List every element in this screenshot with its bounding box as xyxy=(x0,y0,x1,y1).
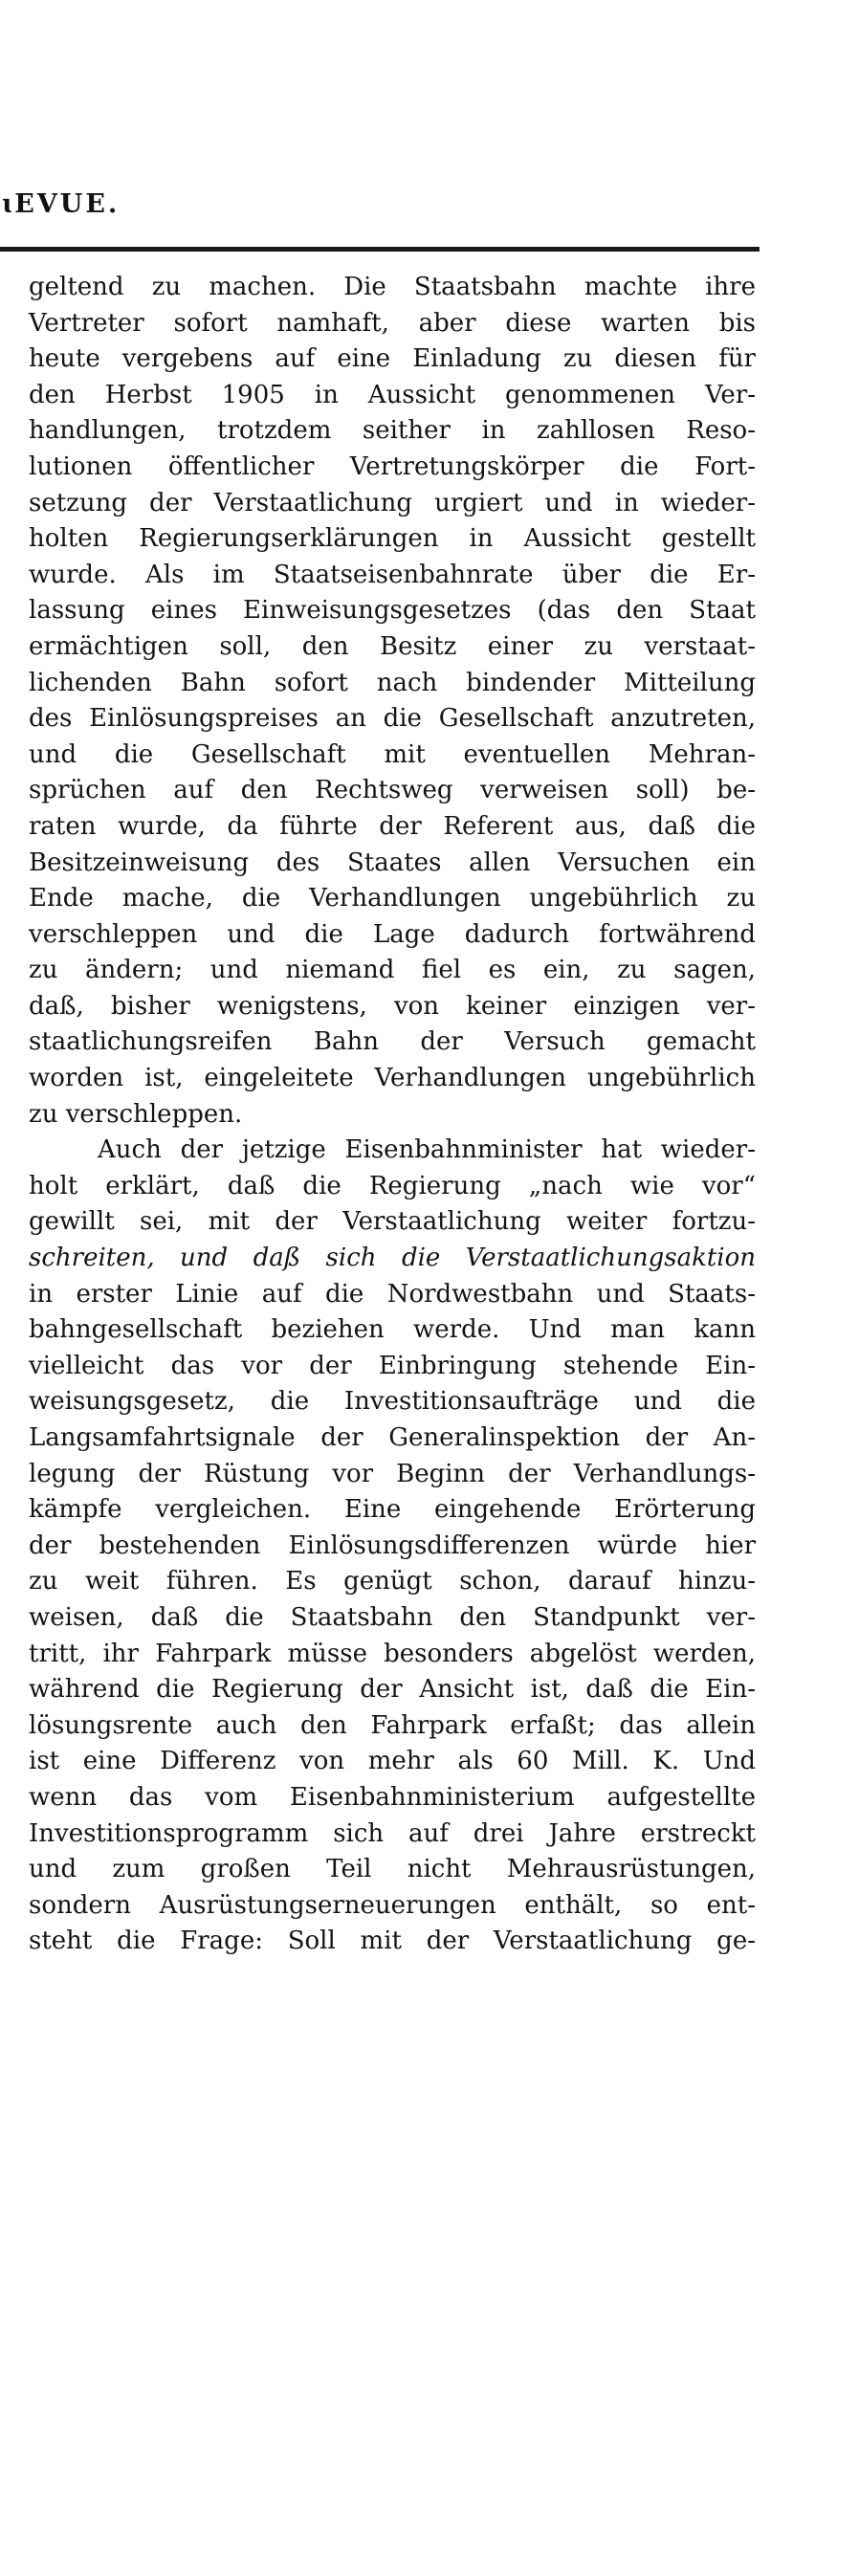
text-line: kämpfe vergleichen. Eine eingehende Erörterung xyxy=(29,1495,756,1525)
running-header: ɩEVUE. xyxy=(2,189,121,219)
text-line: gewillt sei, mit der Verstaatlichung weiter fortzu- xyxy=(29,1207,756,1237)
italic-text: schreiten, und daß sich die Verstaatlichungsaktion xyxy=(29,1244,756,1273)
text-line: lösungsrente auch den Fahrpark erfaßt; das allein xyxy=(29,1710,756,1740)
text-line: handlungen, trotzdem seither in zahllosen Reso- xyxy=(29,416,756,446)
text-line: Vertreter sofort namhaft, aber diese warten bis xyxy=(29,308,756,338)
text-line: ist eine Differenz von mehr als 60 Mill. K. Und xyxy=(29,1747,756,1776)
text-line: und zum großen Teil nicht Mehrausrüstungen, xyxy=(29,1855,756,1884)
text-line: raten wurde, da führte der Referent aus, daß die xyxy=(29,811,756,841)
text-line: lassung eines Einweisungsgesetzes (das den Staat xyxy=(29,596,756,626)
text-line: während die Regierung der Ansicht ist, daß die Ein- xyxy=(29,1675,756,1705)
text-line: den Herbst 1905 in Aussicht genommenen Ver- xyxy=(29,380,756,409)
text-line: Ende mache, die Verhandlungen ungebührlich zu xyxy=(29,884,756,914)
text-line: zu verschleppen. xyxy=(29,1099,243,1129)
text-line: wurde. Als im Staatseisenbahnrate über die Er- xyxy=(29,560,756,589)
text-line: sprüchen auf den Rechtsweg verweisen soll) be- xyxy=(29,776,756,805)
text-line: lichenden Bahn sofort nach bindender Mitteilung xyxy=(29,668,756,697)
text-line: steht die Frage: Soll mit der Verstaatlichung ge- xyxy=(29,1926,756,1956)
text-line: weisen, daß die Staatsbahn den Standpunkt ver- xyxy=(29,1602,756,1632)
text-line: zu ändern; und niemand fiel es ein, zu sagen, xyxy=(29,956,756,985)
text-line: staatlichungsreifen Bahn der Versuch gemacht xyxy=(29,1027,756,1057)
text-line: Langsamfahrtsignale der Generalinspektion der An- xyxy=(29,1423,756,1452)
text-line: des Einlösungspreises an die Gesellschaft anzutreten, xyxy=(29,704,756,734)
text-line: in erster Linie auf die Nordwestbahn und Staats- xyxy=(29,1279,756,1309)
text-line: tritt, ihr Fahrpark müsse besonders abgelöst werden, xyxy=(29,1639,756,1668)
text-line: verschleppen und die Lage dadurch fortwährend xyxy=(29,919,756,949)
text-line: ermächtigen soll, den Besitz einer zu verstaat- xyxy=(29,631,756,661)
text-line: Besitzeinweisung des Staates allen Versuchen ein xyxy=(29,848,756,877)
text-line: heute vergebens auf eine Einladung zu diesen für xyxy=(29,344,756,374)
text-line: worden ist, eingeleitete Verhandlungen ungebührlich xyxy=(29,1064,756,1093)
text-line: legung der Rüstung vor Beginn der Verhandlungs- xyxy=(29,1459,756,1488)
text-line: vielleicht das vor der Einbringung stehende Ein- xyxy=(29,1351,756,1380)
text-line: geltend zu machen. Die Staatsbahn machte ihre xyxy=(29,273,756,301)
text-line-italic xyxy=(29,1241,756,1277)
text-line: holten Regierungserklärungen in Aussicht gestellt xyxy=(29,524,756,554)
text-line: weisungsgesetz, die Investitionsaufträge und die xyxy=(29,1387,756,1417)
text-line: sondern Ausrüstungserneuerungen enthält, so ent- xyxy=(29,1890,756,1920)
text-line: setzung der Verstaatlichung urgiert und in wieder- xyxy=(29,488,756,517)
text-line: Auch der jetzige Eisenbahnminister hat wieder- xyxy=(98,1135,756,1165)
body-text xyxy=(29,270,756,1960)
text-line: lutionen öffentlicher Vertretungskörper die Fort- xyxy=(29,451,756,481)
text-line: bahngesellschaft beziehen werde. Und man kann xyxy=(29,1315,756,1345)
text-line: zu weit führen. Es genügt schon, darauf hinzu- xyxy=(29,1567,756,1596)
text-line: und die Gesellschaft mit eventuellen Mehran- xyxy=(29,739,756,769)
text-line: daß, bisher wenigstens, von keiner einzigen ver- xyxy=(29,991,756,1021)
text-line: holt erklärt, daß die Regierung „nach wie vor“ xyxy=(29,1171,756,1200)
header-rule xyxy=(0,247,760,252)
text-line: Investitionsprogramm sich auf drei Jahre erstreckt xyxy=(29,1818,756,1848)
text-line: wenn das vom Eisenbahnministerium aufgestellte xyxy=(29,1782,756,1812)
text-line: der bestehenden Einlösungsdifferenzen würde hier xyxy=(29,1530,756,1560)
